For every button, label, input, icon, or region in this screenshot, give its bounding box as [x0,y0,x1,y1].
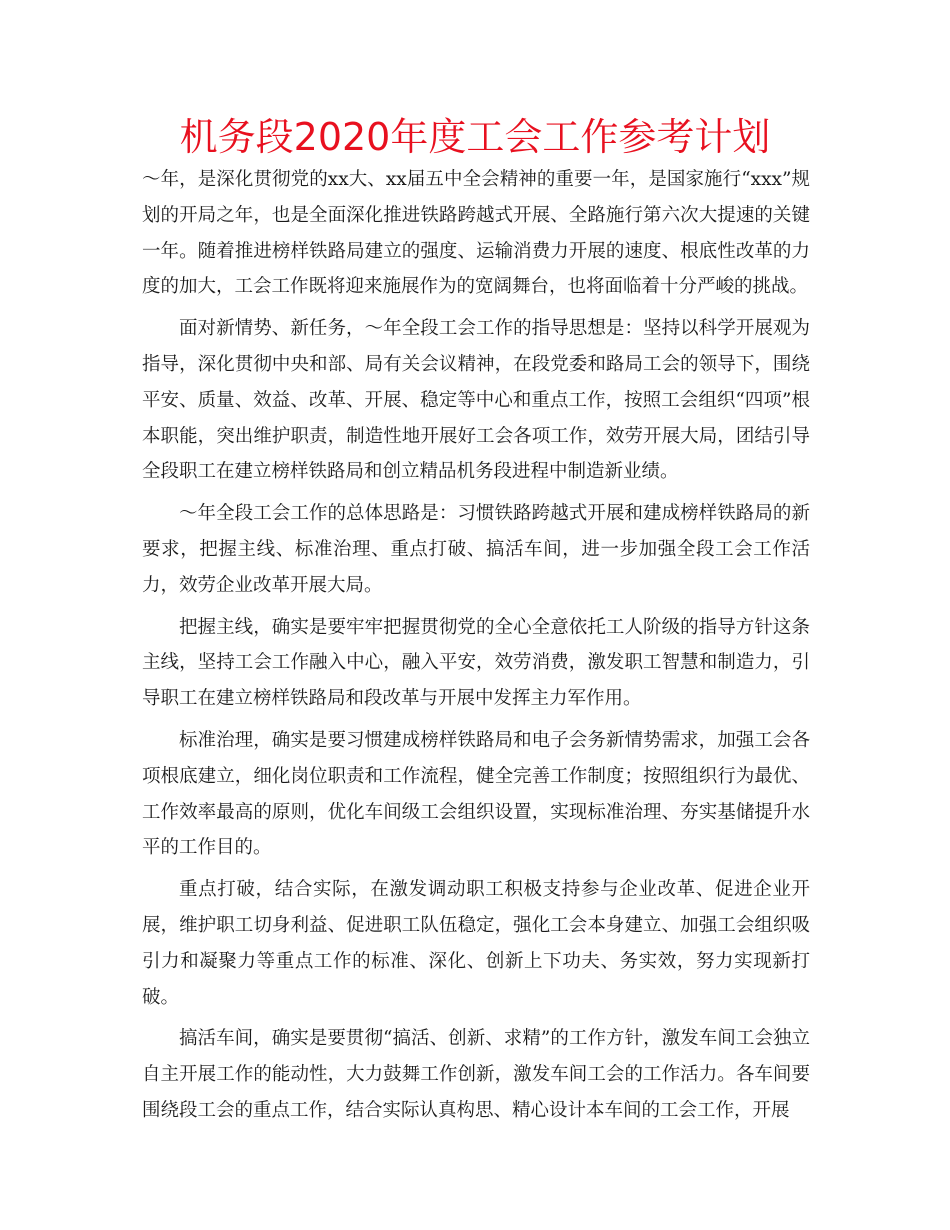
document-body [142,162,810,1135]
paragraph: 把握主线，确实是要牢牢把握贯彻党的全心全意依托工人阶级的指导方针这条主线，坚持工会工作融入中心，融入平安，效劳消费，激发职工智慧和制造力，引导职工在建立榜样铁路局和段改革与开展中发挥主力军作用。 [142,616,810,710]
paragraph: 面对新情势、新任务，～年全段工会工作的指导思想是：坚持以科学开展观为指导，深化贯彻中央和部、局有关会议精神，在段党委和路局工会的领导下，围绕平安、质量、效益、改革、开展、稳定等中心和重点工作，按照工会组织“四项”根本职能，突出维护职责，制造性地开展好工会各项工作，效劳开展大局，团结引导全段职工在建立榜样铁路局和创立精品机务段进程中制造新业绩。 [142,318,810,483]
paragraph: 搞活车间，确实是要贯彻“搞活、创新、求精”的工作方针，激发车间工会独立自主开展工作的能动性，大力鼓舞工作创新，激发车间工会的工作活力。各车间要围绕段工会的重点工作，结合实际认真构思、精心设计本车间的工会工作，开展 [142,1028,810,1121]
paragraph: ～年，是深化贯彻党的xx大、xx届五中全会精神的重要一年，是国家施行“xxx”规划的开局之年，也是全面深化推进铁路跨越式开展、全路施行第六次大提速的关键一年。随着推进榜样铁路局建立的强度、运输消费力开展的速度、根底性改革的力度的加大，工会工作既将迎来施展作为的宽阔舞台，也将面临着十分严峻的挑战。 [142,169,810,298]
paragraph: ～年全段工会工作的总体思路是：习惯铁路跨越式开展和建成榜样铁路局的新要求，把握主线、标准治理、重点打破、搞活车间，进一步加强全段工会工作活力，效劳企业改革开展大局。 [142,503,810,596]
document-title: 机务段2020年度工会工作参考计划 [179,115,771,159]
paragraph: 标准治理，确实是要习惯建成榜样铁路局和电子会务新情势需求，加强工会各项根底建立，细化岗位职责和工作流程，健全完善工作制度；按照组织行为最优、工作效率最高的原则，优化车间级工会组织设置，实现标准治理、夯实基储提升水平的工作目的。 [142,729,810,859]
paragraph: 重点打破，结合实际，在激发调动职工积极支持参与企业改革、促进企业开展，维护职工切身利益、促进职工队伍稳定，强化工会本身建立、加强工会组织吸引力和凝聚力等重点工作的标准、深化、创新上下功夫、务实效，努力实现新打破。 [142,879,810,1008]
